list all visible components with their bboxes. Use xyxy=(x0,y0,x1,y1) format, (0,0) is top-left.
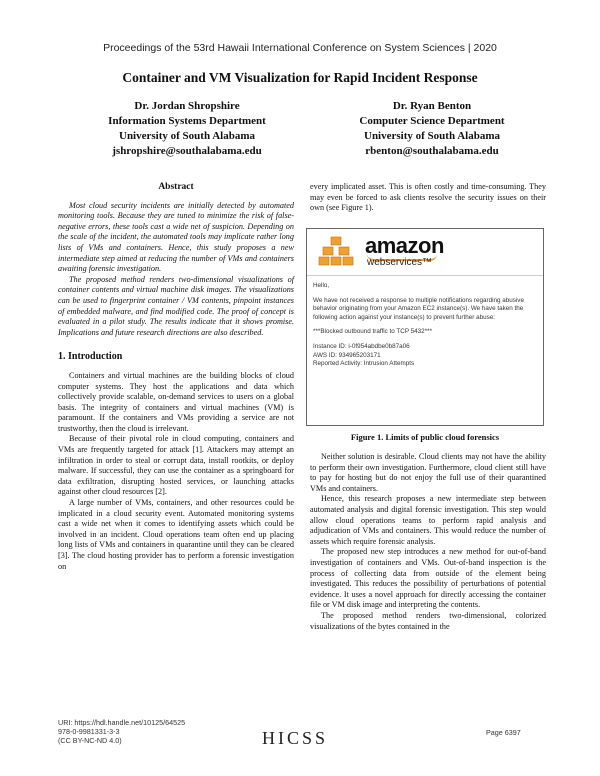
aws-account-id: AWS ID: 934965203171 xyxy=(313,351,381,359)
author-block-2 xyxy=(307,99,557,159)
page-number: Page 6397 xyxy=(486,728,521,737)
aws-logo-word: amazon xyxy=(365,233,444,258)
footer-isbn: 978-0-9981331-3-3 xyxy=(58,727,120,737)
footer-license: (CC BY-NC-ND 4.0) xyxy=(58,736,122,746)
figure-caption: Figure 1. Limits of public cloud forensics xyxy=(350,432,500,442)
author-univ: University of South Alabama xyxy=(119,130,255,142)
footer-url: URI: https://hdl.handle.net/10125/64525 xyxy=(58,718,186,727)
body-paragraph: Containers and virtual machines are the building blocks of cloud computer systems. They host the applications and data which collectively provide scalable, on-demand services to users on a global basis. The integrity of containers and virtual machines (VM) is paramount. If the containers and VMs providing a service are not trustworthy, then the cloud is irrelevant. xyxy=(58,370,294,433)
proceedings-header: Proceedings of the 53rd Hawaii International Conference on System Sciences | 2020 xyxy=(103,42,497,54)
aws-blocked: ***Blocked outbound traffic to TCP 5432*** xyxy=(313,328,433,336)
body-paragraph: The proposed method renders two-dimensional, colorized visualizations of the bytes contained in the xyxy=(310,610,546,631)
author-univ: University of South Alabama xyxy=(364,130,500,142)
aws-header xyxy=(307,229,543,276)
author-email: rbenton@southalabama.edu xyxy=(365,145,499,157)
left-column xyxy=(58,182,294,572)
body-paragraph: every implicated asset. This is often costly and time-consuming. They may even be forced to ask clients resolve the security issues on their own (see Figure 1). xyxy=(310,182,546,213)
aws-message xyxy=(307,276,543,375)
aws-instance-id: Instance ID: i-0f954abdbe0b87a06 xyxy=(313,342,410,350)
abstract-heading: Abstract xyxy=(158,182,194,192)
aws-greeting: Hello, xyxy=(313,282,330,289)
aws-logo-sub: webservices™ xyxy=(367,257,433,268)
author-email: jshropshire@southalabama.edu xyxy=(112,145,262,157)
author-block-1 xyxy=(62,99,312,159)
aws-activity: Reported Activity: Intrusion Attempts xyxy=(313,360,415,368)
abstract xyxy=(58,201,294,339)
body-paragraph: A large number of VMs, containers, and other resources could be implicated in a cloud security event. Automated monitoring systems cast a wide net when it comes to identifying assets which could be involved in an incident. Cloud operations team often end up placing long lists of VMs and containers in quarantine until they can be cleared [3]. The cloud hosting provider has to perform a forensic investigation on xyxy=(58,498,294,571)
abstract-paragraph: The proposed method renders two-dimensional visualizations of container contents and virtual machine disk images. The visualizations can be used to fingerprint container / VM contents, pinpoint instances of embedded malware, and find modified code. The proof of concept is evaluated in a pilot study. The results indicate that it shows promise. Implications and future research directions are also described. xyxy=(58,274,294,337)
author-dept: Information Systems Department xyxy=(108,115,266,127)
body-paragraph: The proposed new step introduces a new method for out-of-band investigation of containers and VMs. Out-of-band inspection is the process of collecting data from outside of the element being investigated. This reduces the possibility of perturbations of potential evidence. It uses a novel approach for directly accessing the container file or VM disk image and interpreting the contents. xyxy=(310,547,546,610)
figure-aws-notice xyxy=(306,228,544,426)
body-paragraph: Because of their pivotal role in cloud computing, containers and VMs are frequently targeted for attack [1]. Attackers may attempt an infiltration in order to steal or corrupt data, install rootkits, or deploy malware. If successful, they can use the container as a springboard for data exfiltration, disrupting hosted services, or launching attacks against other cloud resources [2]. xyxy=(58,434,294,497)
author-name: Dr. Ryan Benton xyxy=(392,100,472,112)
body-paragraph: Hence, this research proposes a new intermediate step between automated analysis and digital forensic investigation. This step would allow cloud operations teams to perform rapid analysis and adjudication of VMs and containers. This would reduce the number of assets which require forensic analysis. xyxy=(310,494,546,546)
hicss-logo: HICSS xyxy=(262,728,329,748)
body-paragraph: Neither solution is desirable. Cloud clients may not have the ability to perform their own investigation. Furthermore, cloud client still have to pay for hosting but do not enjoy the full use of their quarantined VMs and containers. xyxy=(310,452,546,493)
aws-cubes-icon xyxy=(317,235,357,269)
author-name: Dr. Jordan Shropshire xyxy=(134,100,240,112)
right-column-cont xyxy=(310,452,546,632)
footer-meta xyxy=(58,718,185,746)
author-dept: Computer Science Department xyxy=(359,115,505,127)
paper-title: Container and VM Visualization for Rapid Incident Response xyxy=(122,70,478,85)
aws-body-text: We have not received a response to multiple notifications regarding abusive behavior originating from your Amazon EC2 instance(s). We have taken the following action against your instance(s) to prevent further abuse: xyxy=(313,296,524,321)
right-column xyxy=(310,182,546,214)
section-heading: 1. Introduction xyxy=(58,351,123,363)
abstract-paragraph: Most cloud security incidents are initially detected by automated monitoring tools. Because they are tuned to minimize the risk of false-negative errors, these tools cast a wide net of suspicion. Depending on the scale of the incident, the automated tools may implicate rather long lists of VMs and containers. Hence, this study proposes a new intermediate step aimed at reducing the number of VMs and containers awaiting forensic investigation. xyxy=(58,200,294,274)
